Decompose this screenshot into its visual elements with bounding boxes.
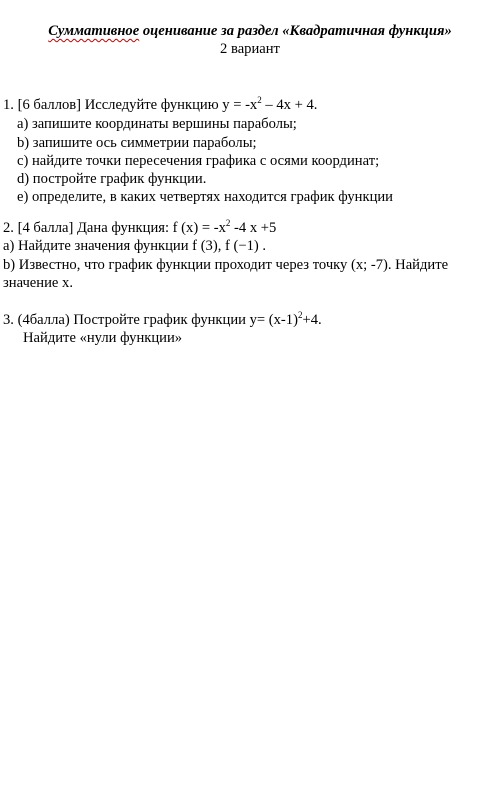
task1-item-c: c) найдите точки пересечения графика с осями координат;: [17, 153, 380, 169]
task1-intro-end: – 4x + 4.: [261, 97, 318, 113]
variant-label: 2 вариант: [220, 41, 280, 57]
document-title: [0, 22, 500, 40]
task1-exponent: 2: [257, 95, 262, 105]
task1-item-a: a) запишите координаты вершины параболы;: [17, 116, 297, 132]
task3-intro: [3, 311, 322, 330]
task2-item-b: b) Известно, что график функции проходит через точку (x; -7). Найдите: [3, 257, 449, 273]
task2-intro-end: -4 x +5: [230, 220, 277, 236]
task1-item-e: e) определите, в каких четвертях находится график функции: [17, 189, 393, 205]
task3-item: Найдите «нули функции»: [23, 330, 183, 346]
task2-intro: [3, 219, 276, 238]
task2-exponent: 2: [225, 218, 231, 228]
task3-intro-text: 3. (4балла) Постройте график функции y= (x-1): [3, 312, 298, 328]
task1-intro-text: 1. [6 баллов] Исследуйте функцию y = -x: [3, 97, 258, 113]
title-first-word: Суммативное: [48, 23, 140, 39]
task2-intro-text: 2. [4 балла] Дана функция: f (x) = -x: [3, 220, 226, 236]
task1-item-b: b) запишите ось симметрии параболы;: [17, 135, 257, 151]
task2-item-a: a) Найдите значения функции f (3), f (−1) .: [3, 238, 267, 254]
task1-item-d: d) постройте график функции.: [17, 171, 207, 187]
task3-exponent: 2: [297, 310, 303, 320]
title-rest: оценивание за раздел «Квадратичная функция»: [139, 23, 452, 39]
task1-intro: [3, 96, 317, 115]
task3-intro-end: +4.: [302, 312, 322, 328]
task2-item-b-continued: значение x.: [3, 275, 73, 291]
